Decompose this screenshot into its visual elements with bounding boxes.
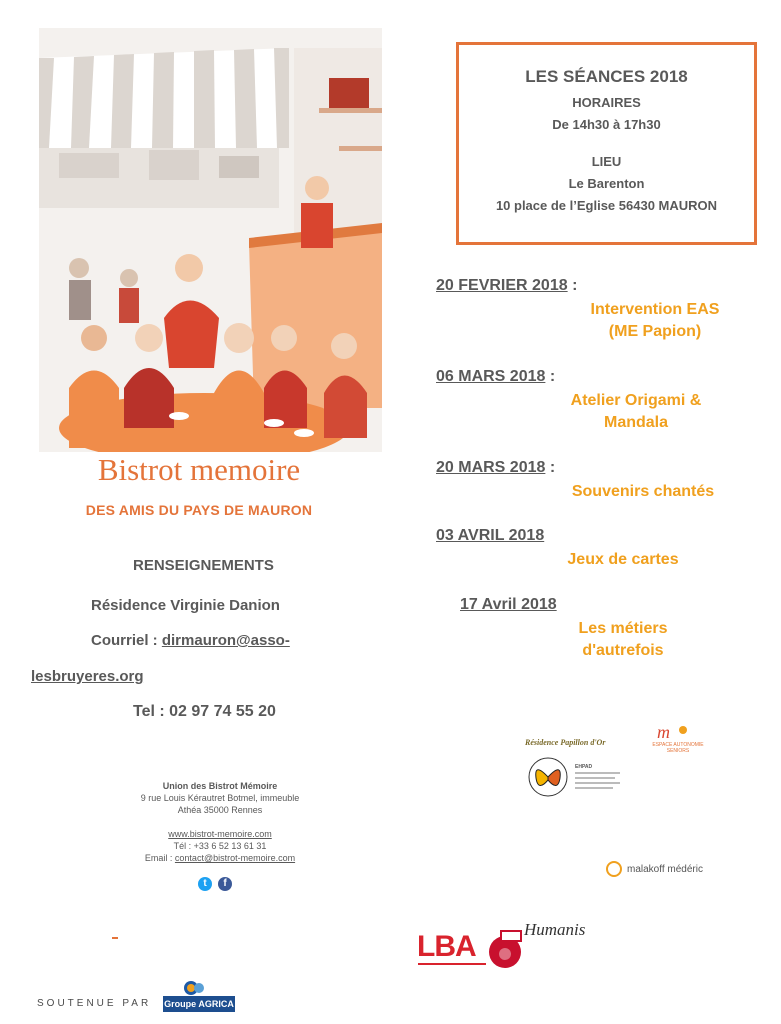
espace-autonomie-logo: m ESPACE AUTONOMIE SENIORS [652, 722, 704, 754]
session-activity-1: Intervention EAS (ME Papion) [590, 301, 720, 340]
twitter-icon[interactable]: t [198, 877, 212, 891]
union-contact-block [100, 780, 340, 864]
union-email-line: Email : contact@bistrot-memoire.com [144, 853, 296, 863]
bistrot-illustration [39, 28, 382, 452]
union-address-2: Athéa 35000 Rennes [177, 805, 263, 815]
box-heading: LES SÉANCES 2018 [525, 67, 688, 86]
union-name: Union des Bistrot Mémoire [162, 781, 278, 791]
lba-logo: LBA [417, 930, 476, 963]
decorative-dash [112, 937, 118, 939]
humanis-logo-text: Humanis [524, 920, 586, 939]
papillon-logo: Résidence Papillon d'Or EHPAD [525, 738, 635, 808]
humanis-icon [482, 930, 528, 970]
horaires-label: HORAIRES [572, 95, 641, 110]
residence-name: Résidence Virginie Danion [91, 597, 280, 614]
session-date-2: 06 MARS 2018 : [436, 368, 556, 385]
session-date-5: 17 Avril 2018 [460, 596, 557, 613]
horaires-value: De 14h30 à 17h30 [552, 117, 661, 132]
sessions-info-box [456, 42, 757, 245]
session-date-1: 20 FEVRIER 2018 : [436, 277, 578, 294]
page-title: Bistrot memoire [97, 452, 301, 487]
session-date-3: 20 MARS 2018 : [436, 459, 556, 476]
agrica-emblem-icon [163, 978, 235, 996]
telephone: Tel : 02 97 74 55 20 [133, 703, 276, 720]
courriel-line [91, 632, 290, 649]
session-activity-2: Atelier Origami & Mandala [570, 392, 702, 431]
cafe-scene-illustration [39, 28, 382, 452]
union-email-link[interactable]: contact@bistrot-memoire.com [174, 853, 296, 863]
courriel-link-part1[interactable]: dirmauron@asso- [161, 632, 290, 649]
malakoff-logo-text: malakoff médéric [627, 864, 703, 875]
lieu-label: LIEU [591, 154, 622, 169]
soutenue-par-label: SOUTENUE PAR [37, 998, 152, 1009]
session-activity-5: Les métiers d'autrefois [578, 620, 668, 659]
courriel-link-part2[interactable]: lesbruyeres.org [31, 668, 144, 685]
lieu-name: Le Barenton [568, 176, 645, 191]
facebook-icon[interactable]: f [218, 877, 232, 891]
svg-text:m: m [657, 722, 670, 742]
malakoff-icon [606, 861, 622, 877]
page-subtitle: DES AMIS DU PAYS DE MAURON [85, 502, 313, 518]
session-activity-4: Jeux de cartes [567, 551, 679, 568]
union-website-link[interactable]: www.bistrot-memoire.com [168, 829, 272, 839]
union-telephone: Tél : +33 6 52 13 61 31 [173, 841, 267, 851]
courriel-label: Courriel : [91, 632, 162, 649]
eas-logo-icon [653, 722, 693, 742]
session-date-4: 03 AVRIL 2018 [436, 527, 545, 544]
butterfly-icon [528, 756, 568, 798]
agrica-logo: Groupe AGRICA [163, 978, 235, 1012]
union-address-1: 9 rue Louis Kérautret Botmel, immeuble [140, 793, 300, 803]
session-activity-3: Souvenirs chantés [571, 483, 715, 500]
lieu-address: 10 place de l’Eglise 56430 MAURON [495, 198, 718, 213]
renseignements-heading: RENSEIGNEMENTS [133, 557, 274, 574]
